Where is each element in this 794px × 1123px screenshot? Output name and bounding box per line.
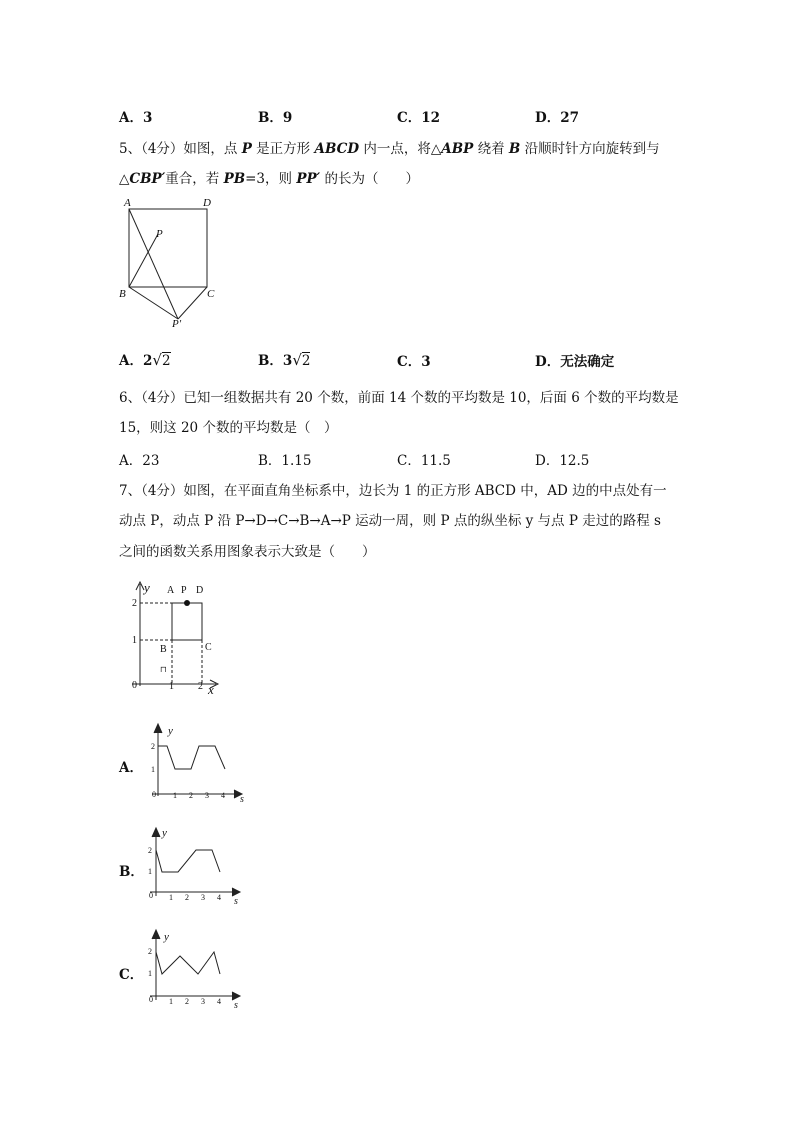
q5-square-figure bbox=[114, 193, 224, 333]
q7-graph-a bbox=[142, 722, 252, 804]
q5-label-b: B bbox=[119, 288, 126, 300]
q5-option-c: C．3 bbox=[397, 354, 431, 370]
q7-graph-c bbox=[140, 928, 250, 1010]
q7-origin: 0 bbox=[132, 680, 137, 691]
svg-text:2: 2 bbox=[189, 791, 193, 800]
q7-coordinate-figure bbox=[120, 578, 230, 698]
q5-label-c: C bbox=[207, 288, 215, 300]
svg-text:0: 0 bbox=[149, 995, 153, 1004]
q7-tick-x1: 1 bbox=[169, 681, 174, 692]
svg-text:y: y bbox=[162, 827, 167, 839]
q7-label-a: A bbox=[167, 585, 175, 596]
svg-text:2: 2 bbox=[185, 893, 189, 902]
q7-stem-line1: 7、（4分）如图，在平面直角坐标系中，边长为 1 的正方形 ABCD 中，AD 边的中点处有一 bbox=[119, 483, 667, 499]
q4-option-a: A．3 bbox=[119, 110, 153, 126]
q5-label-d: D bbox=[203, 197, 211, 209]
q5-stem-line1: 5、（4分）如图，点 P 是正方形 ABCD 内一点，将△ABP 绕着 B 沿顺时针方向旋转到与 bbox=[119, 141, 660, 157]
q6-option-a: A．23 bbox=[119, 453, 160, 469]
q7-point-p bbox=[184, 600, 190, 606]
q4-option-c: C．12 bbox=[397, 110, 441, 126]
q7-label-p: P bbox=[181, 585, 187, 596]
svg-text:1: 1 bbox=[173, 791, 177, 800]
svg-text:0: 0 bbox=[152, 790, 156, 799]
svg-text:3: 3 bbox=[201, 893, 205, 902]
q7-label-b: B bbox=[160, 644, 167, 655]
q6-stem-line2: 15，则这 20 个数的平均数是（ ） bbox=[119, 420, 338, 436]
q5-option-b: B．3√2 bbox=[258, 351, 311, 369]
q6-stem-line1: 6、（4分）已知一组数据共有 20 个数，前面 14 个数的平均数是 10，后面 6 个数的平均数是 bbox=[119, 390, 679, 406]
svg-text:2: 2 bbox=[148, 846, 152, 855]
q4-option-b: B．9 bbox=[258, 110, 293, 126]
svg-text:1: 1 bbox=[148, 867, 152, 876]
q7-stem-line3: 之间的函数关系用图象表示大致是（ ） bbox=[119, 544, 376, 560]
svg-text:2: 2 bbox=[148, 947, 152, 956]
q7-graph-b-label: B． bbox=[119, 864, 144, 880]
q5-option-d: D．无法确定 bbox=[535, 354, 615, 370]
svg-text:3: 3 bbox=[205, 791, 209, 800]
q7-label-c: C bbox=[205, 642, 212, 653]
q7-mark: ⊓ bbox=[160, 665, 167, 674]
q6-option-b: B．1.15 bbox=[258, 453, 312, 469]
q6-option-c: C．11.5 bbox=[397, 453, 451, 469]
q7-tick-x2: 2 bbox=[198, 681, 203, 692]
q5-stem-line2: △CBP′重合，若 PB=3，则 PP′ 的长为（ ） bbox=[119, 171, 419, 187]
svg-text:1: 1 bbox=[151, 765, 155, 774]
svg-text:s: s bbox=[234, 896, 238, 907]
q4-option-d: D．27 bbox=[535, 110, 579, 126]
svg-text:4: 4 bbox=[217, 997, 221, 1006]
q5-label-p: P bbox=[156, 228, 163, 240]
q7-graph-a-label: A． bbox=[119, 760, 143, 776]
q7-tick-y2: 2 bbox=[132, 598, 137, 609]
svg-text:1: 1 bbox=[148, 969, 152, 978]
svg-text:y: y bbox=[168, 725, 173, 737]
svg-text:y: y bbox=[164, 931, 169, 943]
svg-text:1: 1 bbox=[169, 997, 173, 1006]
q7-tick-y1: 1 bbox=[132, 635, 137, 646]
q7-axis-y: y bbox=[144, 580, 150, 595]
q5-label-pprime: P′ bbox=[172, 318, 182, 330]
svg-text:4: 4 bbox=[217, 893, 221, 902]
q7-label-d: D bbox=[196, 585, 204, 596]
svg-text:2: 2 bbox=[185, 997, 189, 1006]
svg-text:0: 0 bbox=[149, 891, 153, 900]
q5-label-a: A bbox=[124, 197, 131, 209]
q7-axis-x: x bbox=[208, 682, 214, 697]
svg-text:s: s bbox=[240, 794, 244, 804]
svg-text:s: s bbox=[234, 1000, 238, 1010]
svg-text:2: 2 bbox=[151, 742, 155, 751]
svg-text:3: 3 bbox=[201, 997, 205, 1006]
q5-option-a: A．2√2 bbox=[119, 351, 171, 369]
q7-graph-c-label: C． bbox=[119, 967, 144, 983]
svg-text:1: 1 bbox=[169, 893, 173, 902]
svg-text:4: 4 bbox=[221, 791, 225, 800]
q7-graph-b bbox=[140, 826, 250, 908]
q6-option-d: D．12.5 bbox=[535, 453, 590, 469]
q7-stem-line2: 动点 P，动点 P 沿 P→D→C→B→A→P 运动一周，则 P 点的纵坐标 y 与点 P 走过的路程 s bbox=[119, 513, 661, 529]
